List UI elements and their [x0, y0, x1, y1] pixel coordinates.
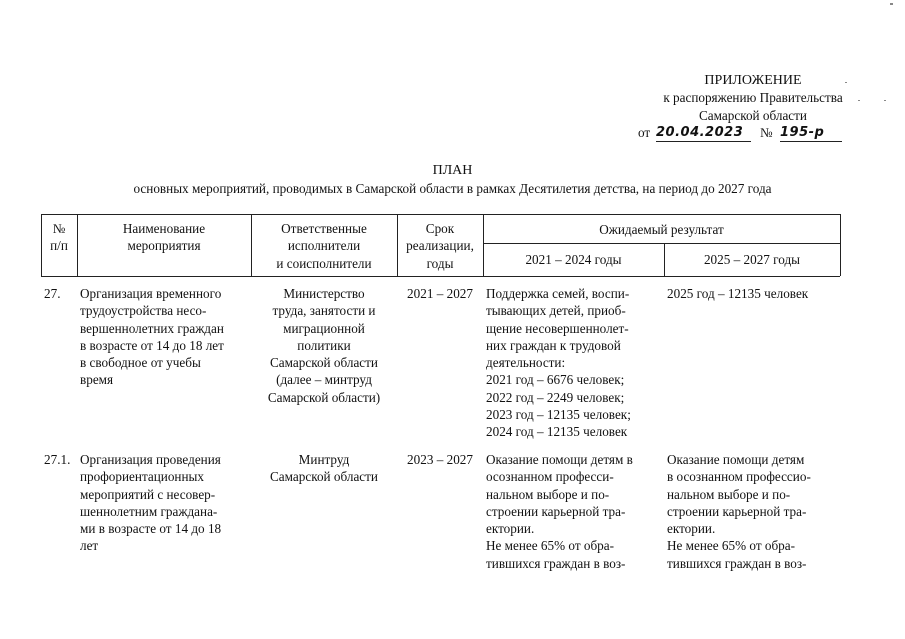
row-27-1-result-2021-2024: Оказание помощи детям в осознанном професси- нальном выборе и по- строении карьерной тра- ектории. Не менее 65% от обра- тившихся граждан в воз- [486, 452, 633, 571]
row-27-responsible: Министерство труда, занятости и миграционной политики Самарской области (далее – минтруд Самарской области) [267, 286, 381, 405]
appendix-title: ПРИЛОЖЕНИЕ [704, 73, 802, 88]
header-period-2025-2027: 2025 – 2027 годы [703, 252, 801, 267]
row-27-1-result-2025-2027: Оказание помощи детям в осознанном профессио- нальном выборе и по- строении карьерной тра- ектории. Не менее 65% от обра- тившихся граждан в воз- [667, 452, 811, 571]
scan-speck [890, 3, 893, 5]
scan-speck [884, 100, 886, 101]
table-header-bottom [41, 276, 840, 277]
row-27-result-2025-2027: 2025 год – 12135 человек [667, 286, 809, 301]
plan-subtitle: основных мероприятий, проводимых в Самарской области в рамках Десятилетия детства, на период до 2027 года [133, 181, 772, 196]
appendix-number-sign: № [760, 124, 773, 140]
row-27-term: 2021 – 2027 [407, 286, 473, 301]
table-header-divider [483, 243, 840, 244]
appendix-line-2: Самарской области [699, 107, 807, 123]
appendix-block [600, 72, 905, 142]
row-27-name: Организация временного трудоустройства несо- вершеннолетних граждан в возрасте от 14 до 18 лет в свободное от учебы время [80, 286, 224, 388]
table-col-line [840, 214, 841, 276]
row-27-1-term: 2023 – 2027 [407, 452, 473, 467]
appendix-from: от [638, 124, 651, 140]
appendix-date: 20.04.2023 [656, 124, 751, 142]
row-27-1-name: Организация проведения профориентационных мероприятий с несовер- шеннолетним граждана- ми в возрасте от 14 до 18 лет [80, 452, 222, 554]
appendix-date-line [600, 124, 905, 142]
table-border-top [41, 214, 840, 215]
plan-title: ПЛАН [432, 163, 473, 178]
row-27-result-2021-2024: Поддержка семей, воспи- тывающих детей, приоб- щение несовершеннолет- них граждан к трудовой деятельности: 2021 год – 6676 человек; 2022 год – 2249 человек; 2023 год – 12135 человек; 2024 год – 12135 человек [486, 286, 631, 440]
header-expected-result: Ожидаемый результат [599, 222, 724, 237]
scan-speck [858, 100, 860, 101]
header-num: № п/п [50, 221, 68, 254]
scan-speck [845, 82, 847, 83]
appendix-number: 195-р [780, 124, 842, 142]
header-name: Наименование мероприятия [122, 221, 206, 254]
header-responsible: Ответственные исполнители и соисполнители [276, 221, 372, 271]
appendix-line-1: к распоряжению Правительства [663, 90, 843, 106]
header-period-2021-2024: 2021 – 2024 годы [525, 252, 622, 267]
row-27-num: 27. [44, 286, 61, 301]
header-term: Срок реализации, годы [406, 221, 474, 271]
row-27-1-responsible: Минтруд Самарской области [270, 452, 378, 485]
row-27-1-num: 27.1. [44, 452, 71, 467]
